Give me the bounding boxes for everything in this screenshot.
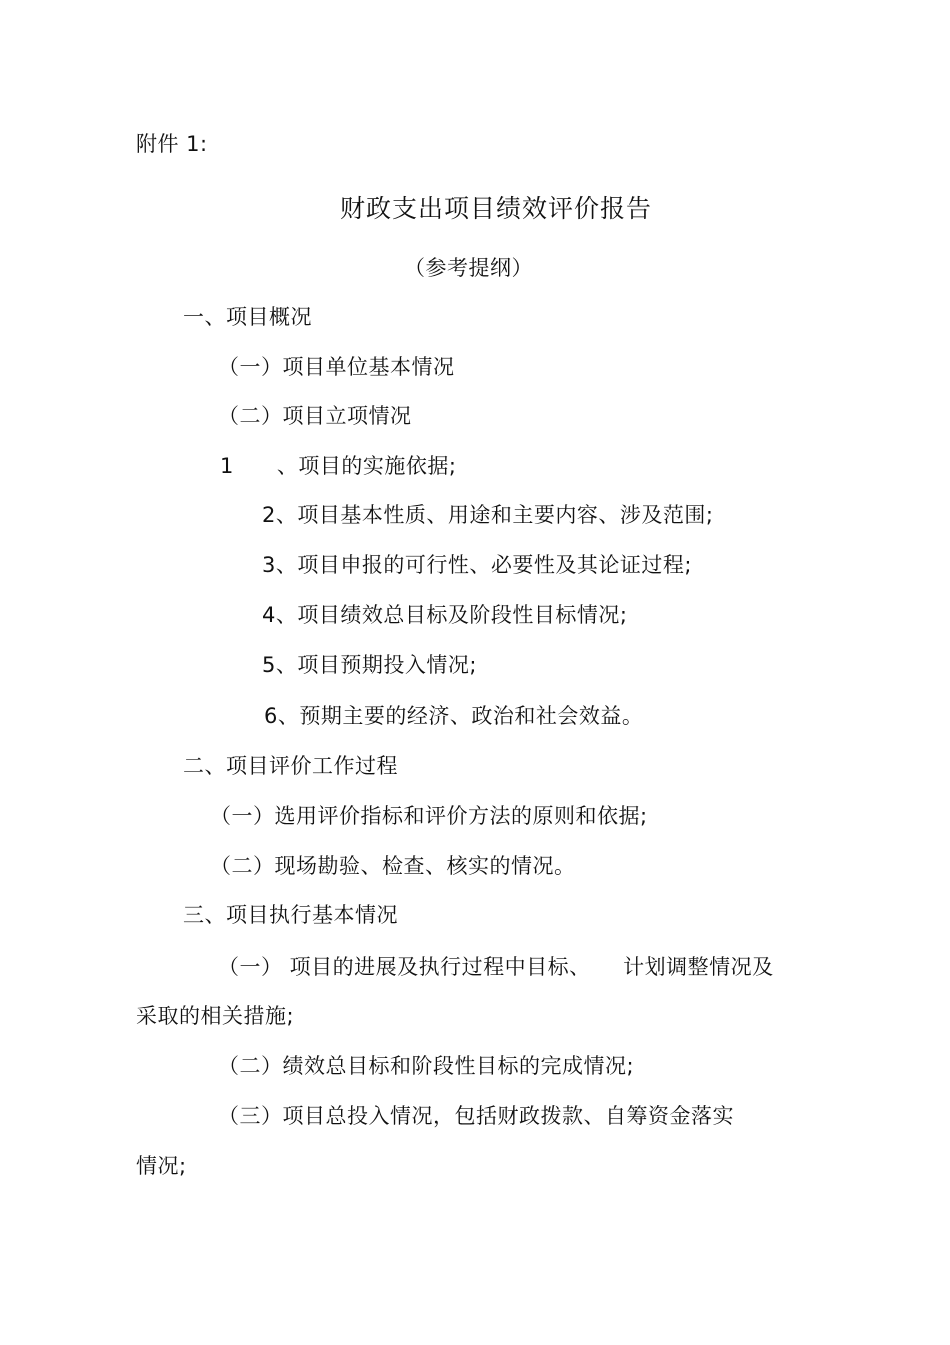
section-1-sub-2: （二）项目立项情况 — [218, 404, 412, 428]
section-3-sub-1-line-1: （一） 项目的进展及执行过程中目标、 计划调整情况及 — [218, 955, 774, 979]
section-1-item-2: 2、项目基本性质、用途和主要内容、涉及范围; — [262, 503, 714, 527]
section-1-item-1: 1 、项目的实施依据; — [220, 454, 457, 478]
section-3-sub-3-line-1: （三）项目总投入情况，包括财政拨款、自筹资金落实 — [218, 1104, 734, 1128]
section-1-item-6: 6、预期主要的经济、政治和社会效益。 — [264, 704, 644, 728]
section-2-sub-1: （一）选用评价指标和评价方法的原则和依据; — [210, 804, 648, 828]
attachment-label: 附件 1: — [136, 132, 208, 156]
section-2-heading: 二、项目评价工作过程 — [183, 754, 398, 778]
section-3-sub-2: （二）绩效总目标和阶段性目标的完成情况; — [218, 1054, 635, 1078]
section-1-heading: 一、项目概况 — [183, 305, 312, 329]
section-2-sub-2: （二）现场勘验、检查、核实的情况。 — [210, 854, 576, 878]
section-1-item-5: 5、项目预期投入情况; — [262, 653, 477, 677]
section-1-sub-1: （一）项目单位基本情况 — [218, 355, 455, 379]
document-subtitle: （参考提纲） — [404, 256, 533, 280]
section-1-item-4: 4、项目绩效总目标及阶段性目标情况; — [262, 603, 628, 627]
section-3-sub-1-line-2: 采取的相关措施; — [136, 1004, 295, 1028]
section-1-item-3: 3、项目申报的可行性、必要性及其论证过程; — [262, 553, 692, 577]
section-3-heading: 三、项目执行基本情况 — [183, 903, 398, 927]
document-title: 财政支出项目绩效评价报告 — [340, 194, 653, 223]
section-3-sub-3-line-2: 情况; — [136, 1154, 187, 1178]
